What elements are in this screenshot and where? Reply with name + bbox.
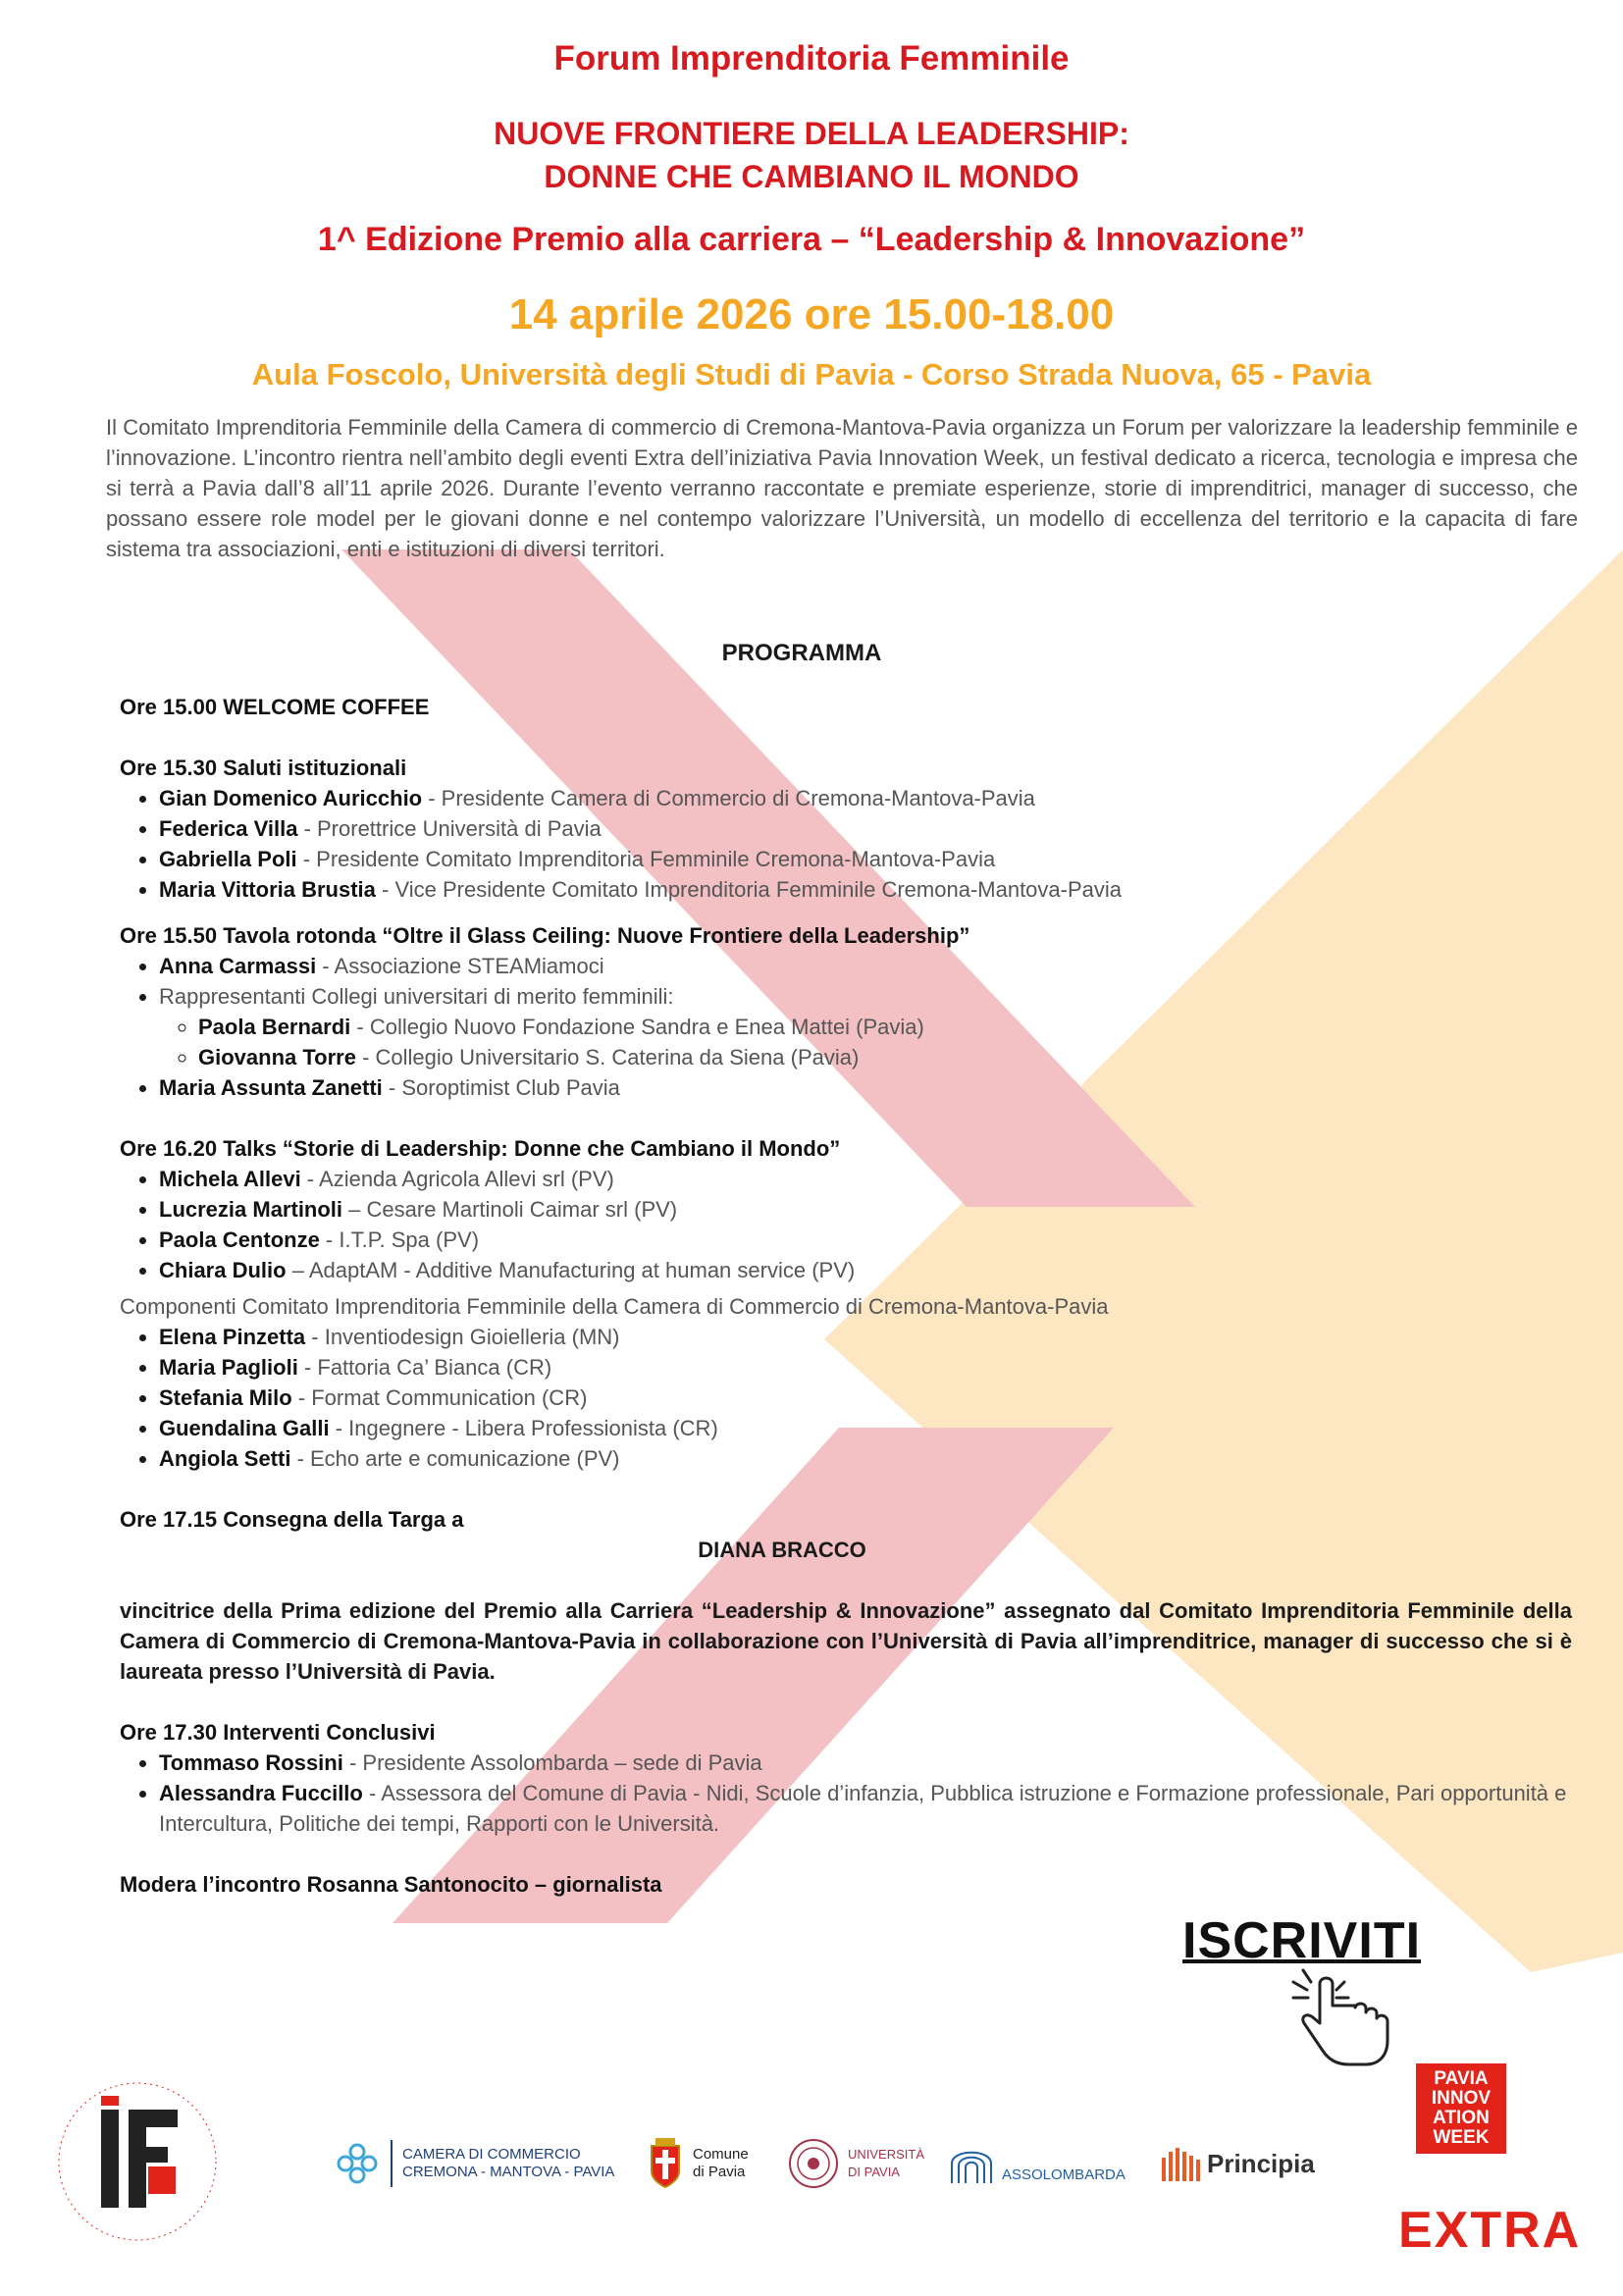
list-item: ◦ Paola Bernardi - Collegio Nuovo Fondazione Sandra e Enea Mattei (Pavia) bbox=[198, 1012, 1572, 1042]
list-item: • Maria Vittoria Brustia - Vice Presidente Comitato Imprenditoria Femminile Cremona-Mantova-Pavia bbox=[159, 874, 1572, 905]
iscriviti-button[interactable]: ISCRIVITI bbox=[1182, 1912, 1422, 1969]
award-winner: DIANA BRACCO bbox=[698, 1538, 866, 1562]
subtitle-line-2: DONNE CHE CAMBIANO IL MONDO bbox=[544, 159, 1079, 194]
camera-commercio-logo bbox=[334, 2129, 614, 2198]
forum-subtitle bbox=[0, 112, 1623, 198]
unipv-logo-line-1: UNIVERSITÀ bbox=[848, 2147, 925, 2162]
list-item: • Lucrezia Martinoli – Cesare Martinoli Caimar srl (PV) bbox=[159, 1194, 1572, 1225]
event-venue: Aula Foscolo, Università degli Studi di Pavia - Corso Strada Nuova, 65 - Pavia bbox=[251, 357, 1372, 391]
session-saluti: Ore 15.30 Saluti istituzionali bbox=[120, 756, 407, 780]
list-item: ◦ Giovanna Torre - Collegio Universitario S. Caterina da Siena (Pavia) bbox=[198, 1042, 1572, 1072]
list-item: • Rappresentanti Collegi universitari di merito femminili: ◦ Paola Bernardi - Collegio Nuovo Fondazione Sandra e Enea Mattei (Pavia) ◦ Giovanna Torre - Collegio Universitario S. Caterina da Siena (Pavia) bbox=[159, 981, 1572, 1072]
saluti-list bbox=[120, 783, 1572, 905]
list-item: • Paola Centonze - I.T.P. Spa (PV) bbox=[159, 1225, 1572, 1255]
pointing-hand-icon bbox=[1276, 1962, 1403, 2070]
list-item: • Anna Carmassi - Associazione STEAMiamoci bbox=[159, 951, 1572, 981]
list-item: • Elena Pinzetta - Inventiodesign Gioielleria (MN) bbox=[159, 1322, 1572, 1352]
conclusivi-list bbox=[120, 1748, 1572, 1839]
list-item: • Tommaso Rossini - Presidente Assolombarda – sede di Pavia bbox=[159, 1748, 1572, 1778]
edition-title: 1^ Edizione Premio alla carriera – “Leadership & Innovazione” bbox=[317, 221, 1306, 258]
tavola-list bbox=[120, 951, 1572, 1103]
comune-logo-line-1: Comune bbox=[693, 2146, 749, 2163]
intro-paragraph: Il Comitato Imprenditoria Femminile della Camera di commercio di Cremona-Mantova-Pavia organizza un Forum per valorizzare la leadership femminile e l’innovazione. L’incontro rientra nell’ambito degli eventi Extra dell’iniziativa Pavia Innovation Week, un festival dedicato a ricerca, tecnologia e impresa che si terrà a Pavia dall’8 all’11 aprile 2026. Durante l’evento verranno raccontate e premiate esperienze, storie di imprenditrici, manager di successo, che possano essere role model per le giovani donne e nel contempo valorizzare l’Università, un modello di eccellenza del territorio e la capacita di fare sistema tra associazioni, enti e istituzioni di diversi territori. bbox=[106, 415, 1578, 561]
event-date: 14 aprile 2026 ore 15.00-18.00 bbox=[508, 290, 1115, 339]
camera-commercio-icon bbox=[334, 2140, 381, 2187]
list-item: • Michela Allevi - Azienda Agricola Allevi srl (PV) bbox=[159, 1164, 1572, 1194]
comune-logo-line-2: di Pavia bbox=[693, 2164, 746, 2180]
universita-seal-icon bbox=[787, 2137, 840, 2190]
list-item: • Gian Domenico Auricchio - Presidente Camera di Commercio di Cremona-Mantova-Pavia bbox=[159, 783, 1572, 813]
list-item: • Guendalina Galli - Ingegnere - Libera Professionista (CR) bbox=[159, 1413, 1572, 1443]
principia-logo bbox=[1160, 2129, 1315, 2198]
assolombarda-logo bbox=[947, 2129, 1126, 2198]
session-conclusivi: Ore 17.30 Interventi Conclusivi bbox=[120, 1720, 436, 1745]
list-item: • Chiara Dulio – AdaptAM - Additive Manufacturing at human service (PV) bbox=[159, 1255, 1572, 1285]
session-targa: Ore 17.15 Consegna della Targa a bbox=[120, 1507, 464, 1532]
list-item: • Maria Paglioli - Fattoria Ca’ Bianca (CR) bbox=[159, 1352, 1572, 1383]
principia-logo-text: Principia bbox=[1207, 2148, 1315, 2178]
list-item: • Federica Villa - Prorettrice Università di Pavia bbox=[159, 813, 1572, 844]
list-item: • Angiola Setti - Echo arte e comunicazione (PV) bbox=[159, 1443, 1572, 1474]
program bbox=[120, 692, 1572, 1900]
collegi-list bbox=[159, 1012, 1572, 1072]
list-item: • Alessandra Fuccillo - Assessora del Comune di Pavia - Nidi, Scuole d’infanzia, Pubblica istruzione e Formazione professionale, Pari opportunità e Intercultura, Politiche dei tempi, Rapporti con le Università. bbox=[159, 1778, 1572, 1839]
componenti-list bbox=[120, 1322, 1572, 1474]
list-item: • Gabriella Poli - Presidente Comitato Imprenditoria Femminile Cremona-Mantova-Pavia bbox=[159, 844, 1572, 874]
award-description: vincitrice della Prima edizione del Premio alla Carriera “Leadership & Innovazione” assegnato dal Comitato Imprenditoria Femminile della Camera di Commercio di Cremona-Mantova-Pavia in collaborazione con l’Università di Pavia all’imprenditrice, manager di successo che si è laureata presso l’Università di Pavia. bbox=[120, 1598, 1572, 1684]
piw-line-1: PAVIA bbox=[1434, 2068, 1489, 2089]
comune-crest-icon bbox=[648, 2136, 683, 2191]
assolombarda-icon bbox=[947, 2139, 996, 2188]
list-item: • Maria Assunta Zanetti - Soroptimist Club Pavia bbox=[159, 1072, 1572, 1103]
talks-list bbox=[120, 1164, 1572, 1285]
program-title: PROGRAMMA bbox=[721, 640, 882, 666]
piw-line-4: WEEK bbox=[1433, 2127, 1490, 2148]
moderator: Modera l’incontro Rosanna Santonocito – giornalista bbox=[120, 1872, 662, 1897]
imprenditoria-femminile-logo bbox=[44, 2068, 231, 2255]
session-tavola-rotonda: Ore 15.50 Tavola rotonda “Oltre il Glass Ceiling: Nuove Frontiere della Leadership” bbox=[120, 923, 970, 948]
piw-line-2: INNOV bbox=[1431, 2088, 1492, 2109]
extra-label: EXTRA bbox=[1398, 2202, 1582, 2259]
camera-logo-line-2: CREMONA - MANTOVA - PAVIA bbox=[402, 2164, 615, 2180]
subtitle-line-1: NUOVE FRONTIERE DELLA LEADERSHIP: bbox=[494, 116, 1129, 151]
universita-pavia-logo bbox=[787, 2129, 924, 2198]
forum-title: Forum Imprenditoria Femminile bbox=[553, 39, 1070, 78]
camera-logo-line-1: CAMERA DI COMMERCIO bbox=[402, 2146, 581, 2163]
componenti-label: Componenti Comitato Imprenditoria Femminile della Camera di Commercio di Cremona-Mantova-Pavia bbox=[120, 1294, 1109, 1319]
unipv-logo-line-2: DI PAVIA bbox=[848, 2165, 900, 2179]
list-item: • Stefania Milo - Format Communication (CR) bbox=[159, 1383, 1572, 1413]
piw-line-3: ATION bbox=[1433, 2108, 1490, 2128]
assolombarda-logo-text: ASSOLOMBARDA bbox=[1002, 2166, 1126, 2183]
session-welcome: Ore 15.00 WELCOME COFFEE bbox=[120, 695, 430, 719]
comune-pavia-logo bbox=[648, 2129, 749, 2198]
if-logo-mark bbox=[44, 2068, 231, 2255]
pavia-innovation-week-logo bbox=[1416, 2063, 1506, 2154]
session-talks: Ore 16.20 Talks “Storie di Leadership: Donne che Cambiano il Mondo” bbox=[120, 1136, 841, 1161]
principia-icon bbox=[1160, 2144, 1203, 2183]
